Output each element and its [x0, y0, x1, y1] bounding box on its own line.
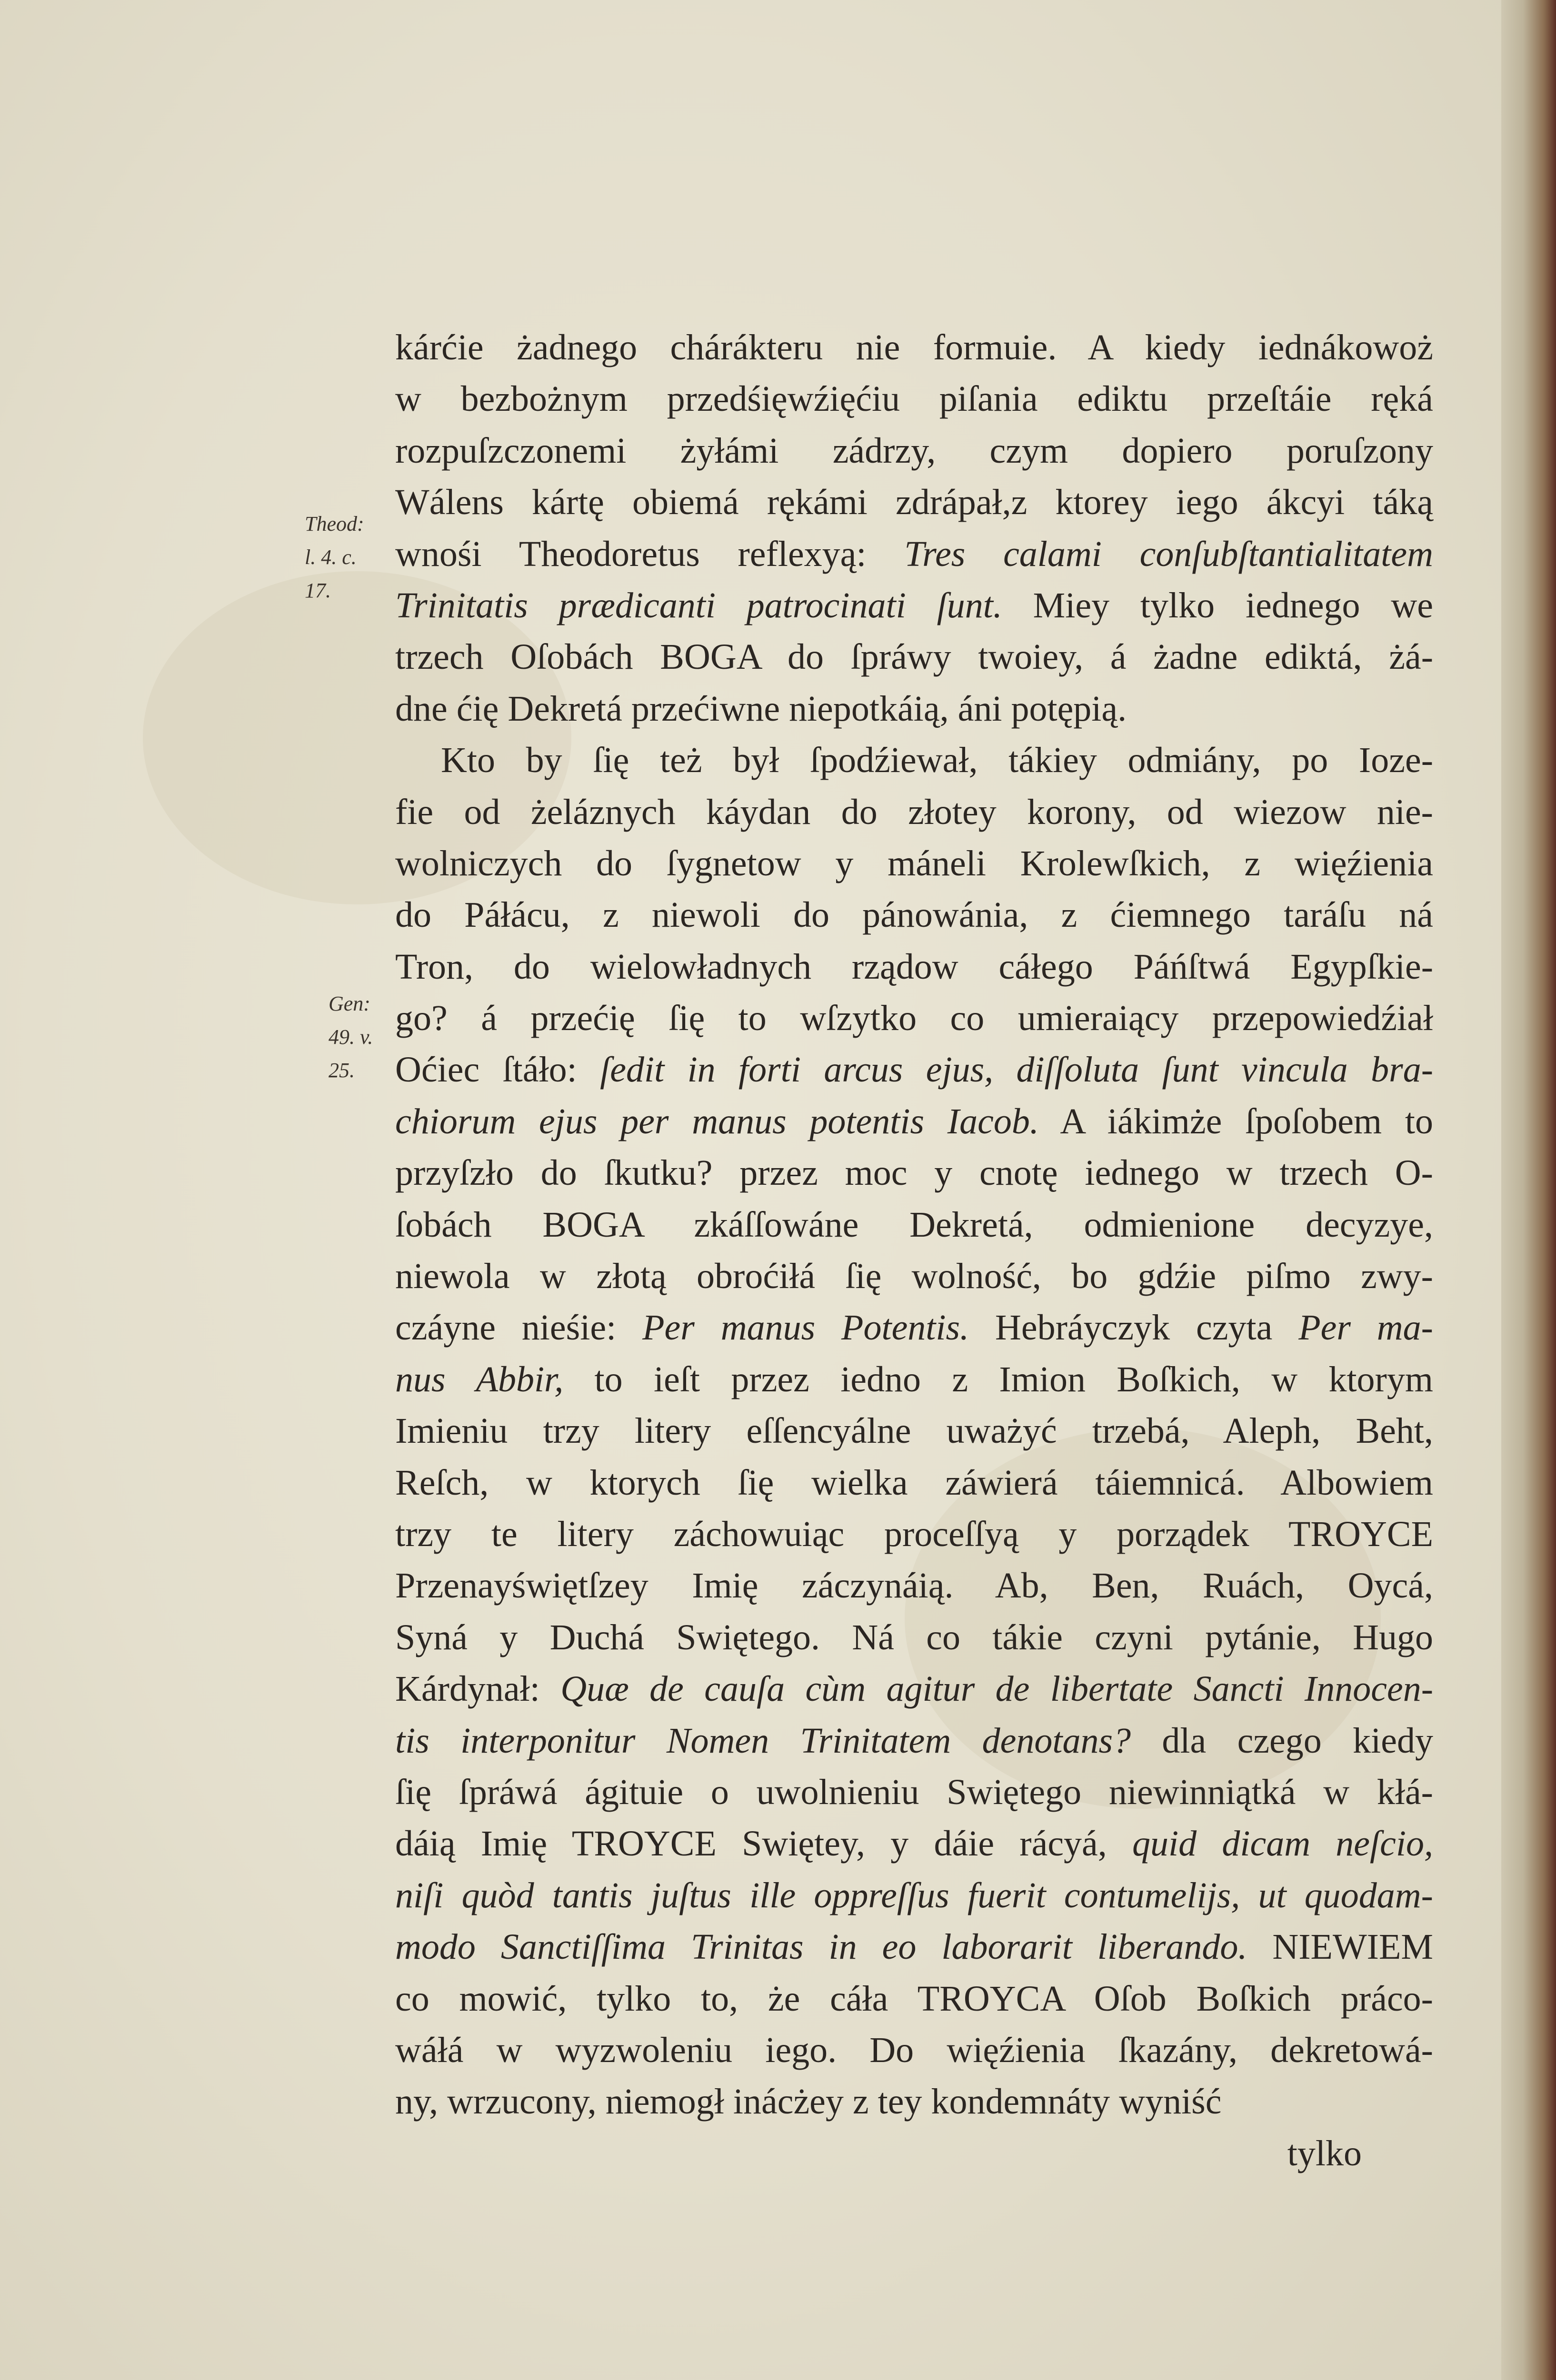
latin-quote: Quæ de cauſa cùm agitur de libertate Sancti Innocen-: [560, 1669, 1433, 1709]
text-run: Kto by ſię też był ſpodźiewał, tákiey odmiány, po Ioze-: [441, 740, 1433, 781]
latin-quote: ſedit in forti arcus ejus, diſſoluta ſunt vincula bra-: [600, 1050, 1434, 1090]
text-run: Przenayświętſzey Imię záczynáią. Ab, Ben, Ruách, Oycá,: [395, 1566, 1433, 1606]
text-line: [395, 322, 1433, 373]
text-line: [395, 2024, 1433, 2076]
text-line: [395, 1766, 1433, 1818]
book-binding-edge: [1501, 0, 1556, 2380]
text-run: Kárdynał:: [395, 1669, 561, 1709]
text-run: Hebráyczyk czyta: [969, 1308, 1299, 1348]
text-line: [395, 580, 1433, 631]
text-line: [395, 476, 1433, 528]
latin-quote: Per manus Potentis.: [642, 1308, 969, 1348]
text-run: wnośi Theodoretus reflexyą:: [395, 534, 905, 574]
text-line: [395, 838, 1433, 889]
text-line: [395, 1354, 1433, 1405]
text-line: [395, 1612, 1433, 1663]
text-run: wáłá w wyzwoleniu iego. Do więźienia ſkazány, dekretowá-: [395, 2030, 1433, 2070]
text-run: wolniczych do ſygnetow y máneli Krolewſkich, z więźienia: [395, 843, 1433, 883]
text-run: niewola w złotą obroćiłá ſię wolność, bo gdźie piſmo zwy-: [395, 1256, 1433, 1297]
text-line: [395, 1818, 1433, 1869]
latin-quote: tis interponitur Nomen Trinitatem denotans?: [395, 1720, 1131, 1761]
text-line: [395, 786, 1433, 838]
margin-note-gen: [329, 987, 400, 1087]
text-run: to ieſt przez iedno z Imion Boſkich, w ktorym: [563, 1359, 1433, 1399]
text-line: [395, 1044, 1433, 1095]
text-line: [395, 1921, 1433, 1973]
margin-note-line: 49. v.: [329, 1025, 373, 1049]
margin-note-line: Gen:: [329, 992, 370, 1015]
text-line: [395, 941, 1433, 992]
text-line: [395, 1199, 1433, 1250]
text-line: [395, 992, 1433, 1044]
text-run: ny, wrzucony, niemogł inácżey z tey kondemnáty wyniść: [395, 2082, 1222, 2122]
latin-quote: niſi quòd tantis juſtus ille oppreſſus fuerit contumelijs, ut quodam-: [395, 1875, 1433, 1915]
text-line: [395, 1870, 1433, 1921]
latin-quote: Per ma-: [1298, 1308, 1433, 1348]
margin-note-theod: [305, 507, 376, 607]
text-line: [395, 1250, 1433, 1302]
text-run: trzech Oſobách BOGA do ſpráwy twoiey, á żadne ediktá, żá-: [395, 637, 1433, 677]
latin-quote: chiorum ejus per manus potentis Iacob.: [395, 1101, 1039, 1141]
latin-quote: nus Abbir,: [395, 1359, 564, 1399]
text-run: fie od żeláznych káydan do złotey korony, od wiezow nie-: [395, 792, 1433, 832]
text-run: ſię ſpráwá ágituie o uwolnieniu Swiętego niewinniątká w kłá-: [395, 1772, 1433, 1812]
text-run: rozpuſzczonemi żyłámi zádrzy, czym dopiero poruſzony: [395, 430, 1433, 471]
text-line: [395, 1715, 1433, 1766]
margin-note-line: Theod:: [305, 512, 364, 536]
text-run: dne ćię Dekretá przećiwne niepotkáią, áni potępią.: [395, 688, 1127, 729]
latin-quote: quid dicam neſcio,: [1132, 1824, 1433, 1864]
text-run: NIEWIEM: [1247, 1927, 1433, 1967]
body-text: [395, 322, 1433, 2179]
latin-quote: Trinitatis prædicanti patrocinati ſunt.: [395, 585, 1002, 625]
text-run: dáią Imię TROYCE Swiętey, y dáie rácyá,: [395, 1824, 1133, 1864]
text-line: [395, 889, 1433, 941]
text-line: [395, 425, 1433, 476]
text-run: trzy te litery záchowuiąc proceſſyą y porządek TROYCE: [395, 1514, 1433, 1554]
text-run: w bezbożnym przedśięwźięćiu piſania ediktu przeſtáie ręká: [395, 379, 1433, 419]
text-run: przyſzło do ſkutku? przez moc y cnotę iednego w trzech O-: [395, 1153, 1433, 1193]
text-line: [395, 734, 1433, 786]
text-line: [395, 1663, 1433, 1715]
text-line: [395, 528, 1433, 580]
text-line: [395, 1973, 1433, 2024]
text-line: [395, 2076, 1433, 2127]
text-run: A iákimże ſpoſobem to: [1038, 1101, 1433, 1141]
text-line: [395, 1560, 1433, 1611]
text-line: [395, 683, 1433, 734]
margin-note-line: l. 4. c.: [305, 545, 357, 569]
latin-quote: Tres calami conſubſtantialitatem: [904, 534, 1434, 574]
catchword: tylko: [1287, 2133, 1362, 2173]
text-line: [395, 1508, 1433, 1560]
text-line: [395, 631, 1433, 683]
text-run: dla czego kiedy: [1131, 1720, 1433, 1761]
text-run: Imieniu trzy litery eſſencyálne uważyć trzebá, Aleph, Beht,: [395, 1411, 1433, 1451]
text-run: Wálens kártę obiemá rękámi zdrápał,z ktorey iego ákcyi táką: [395, 482, 1433, 523]
margin-note-line: 25.: [329, 1059, 355, 1082]
latin-quote: modo Sanctiſſima Trinitas in eo laborarit liberando.: [395, 1927, 1247, 1967]
text-line: [395, 1302, 1433, 1353]
text-run: Syná y Duchá Swiętego. Ná co tákie czyni pytánie, Hugo: [395, 1617, 1433, 1657]
text-run: Tron, do wielowładnych rządow cáłego Páńſtwá Egypſkie-: [395, 946, 1433, 987]
text-line: [395, 1147, 1433, 1199]
text-run: kárćie żadnego chárákteru nie formuie. A kiedy iednákowoż: [395, 327, 1433, 367]
text-run: Oćiec ſtáło:: [395, 1050, 600, 1090]
text-line: [395, 1457, 1433, 1508]
text-run: go? á przećię ſię to wſzytko co umieraiący przepowiedźiał: [395, 998, 1433, 1039]
text-line: [395, 373, 1433, 425]
margin-note-line: 17.: [305, 579, 331, 602]
text-run: Reſch, w ktorych ſię wielka záwierá táiemnicá. Albowiem: [395, 1462, 1433, 1503]
text-run: ſobách BOGA zkáſſowáne Dekretá, odmienione decyzye,: [395, 1204, 1433, 1245]
text-line: [395, 1096, 1433, 1147]
text-line: [395, 1405, 1433, 1457]
text-run: czáyne nieśie:: [395, 1308, 643, 1348]
text-run: Miey tylko iednego we: [1002, 585, 1434, 625]
text-run: do Páłácu, z niewoli do pánowánia, z ćiemnego taráſu ná: [395, 895, 1433, 935]
text-run: co mowić, tylko to, że cáła TROYCA Oſob Boſkich práco-: [395, 1978, 1433, 2019]
